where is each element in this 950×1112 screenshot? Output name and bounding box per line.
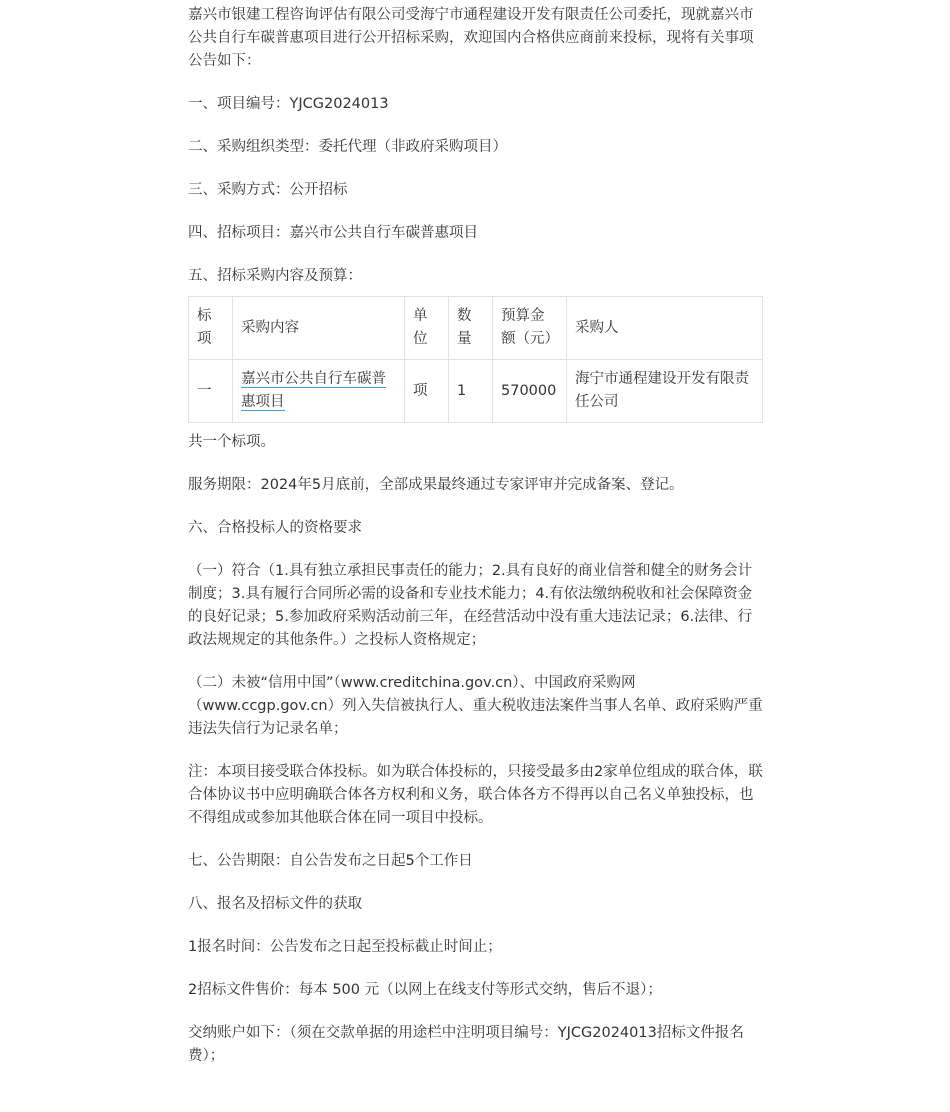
header-unit: 单位: [405, 297, 449, 360]
intro-paragraph: 嘉兴市银建工程咨询评估有限公司受海宁市通程建设开发有限责任公司委托，现就嘉兴市公共自行车碳普惠项目进行公开招标采购，欢迎国内合格供应商前来投标，现将有关事项公告如下：: [188, 7, 754, 69]
document-price: 2招标文件售价：每本 500 元（以网上在线支付等形式交纳，售后不退）；: [188, 982, 662, 998]
joint-bid-note: 注：本项目接受联合体投标。如为联合体投标的，只接受最多由2家单位组成的联合体，联合体协议书中应明确联合体各方权利和义务，联合体各方不得再以自己名义单独投标，也不得组成或参加其他联合体在同一项目中投标。: [188, 764, 763, 826]
header-budget: 预算金额（元）: [493, 297, 567, 360]
announcement-period: 七、公告期限：自公告发布之日起5个工作日: [188, 853, 473, 869]
project-number: 一、项目编号：YJCG2024013: [188, 96, 389, 112]
registration-heading: 八、报名及招标文件的获取: [188, 896, 362, 912]
bid-table: [188, 296, 763, 423]
project-link[interactable]: 嘉兴市公共自行车碳普惠项目: [241, 371, 386, 410]
header-purchaser: 采购人: [567, 297, 763, 360]
header-lot: 标项: [189, 297, 233, 360]
service-period: 服务期限：2024年5月底前，全部成果最终通过专家评审并完成备案、登记。: [188, 477, 684, 493]
requirement-2: （二）未被“信用中国”（www.creditchina.gov.cn）、中国政府采购网（www.ccgp.gov.cn）列入失信被执行人、重大税收违法案件当事人名单、政府采购严重违法失信行为记录名单；: [188, 675, 763, 737]
header-qty: 数量: [449, 297, 493, 360]
content-budget-heading: 五、招标采购内容及预算：: [188, 268, 362, 284]
cell-qty: 1: [449, 360, 493, 423]
header-content: 采购内容: [233, 297, 405, 360]
registration-time: 1报名时间：公告发布之日起至投标截止时间止；: [188, 939, 502, 955]
table-header-row: [189, 297, 763, 360]
cell-unit: 项: [405, 360, 449, 423]
tender-project: 四、招标项目：嘉兴市公共自行车碳普惠项目: [188, 225, 478, 241]
cell-lot: 一: [189, 360, 233, 423]
qualification-heading: 六、合格投标人的资格要求: [188, 520, 362, 536]
requirement-1: （一）符合（1.具有独立承担民事责任的能力；2.具有良好的商业信誉和健全的财务会计制度；3.具有履行合同所必需的设备和专业技术能力；4.有依法缴纳税收和社会保障资金的良好记录；5.参加政府采购活动前三年，在经营活动中没有重大违法记录；6.法律、行政法规规定的其他条件。）之投标人资格规定；: [188, 563, 753, 648]
procurement-method: 三、采购方式：公开招标: [188, 182, 348, 198]
cell-purchaser: 海宁市通程建设开发有限责任公司: [567, 360, 763, 423]
announcement-article: [188, 4, 763, 1088]
procurement-org-type: 二、采购组织类型：委托代理（非政府采购项目）: [188, 139, 507, 155]
payment-account: 交纳账户如下：（须在交款单据的用途栏中注明项目编号：YJCG2024013招标文件报名费）；: [188, 1025, 744, 1064]
lot-count: 共一个标项。: [188, 434, 275, 450]
cell-content: [233, 360, 405, 423]
cell-budget: 570000: [493, 360, 567, 423]
table-row: [189, 360, 763, 423]
